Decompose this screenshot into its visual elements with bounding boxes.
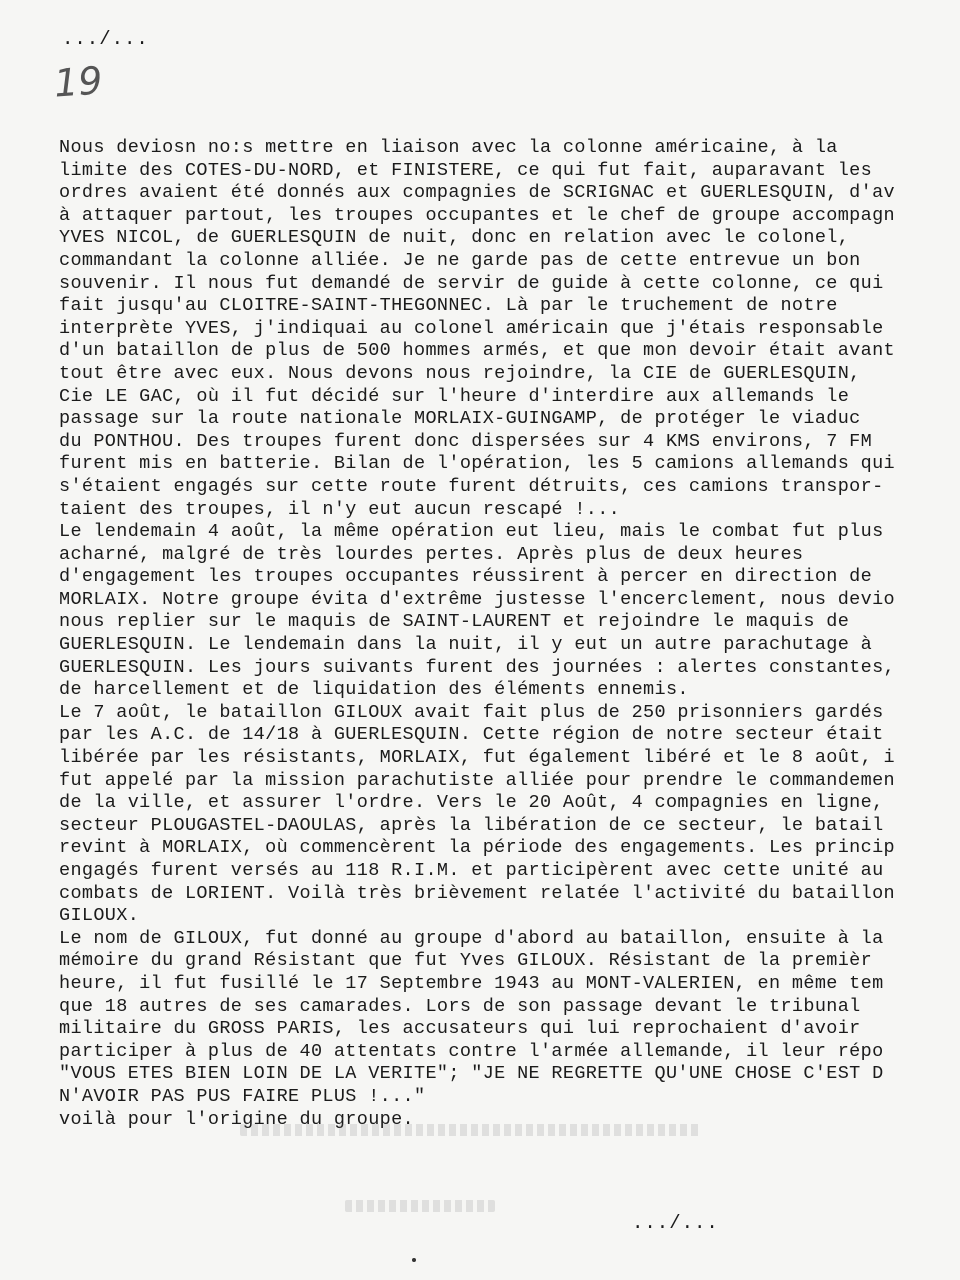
text-line: revint à MORLAIX, où commencèrent la période des engagements. Les princip: [59, 837, 895, 859]
text-line: passage sur la route nationale MORLAIX-GUINGAMP, de protéger le viaduc: [59, 408, 861, 430]
text-line: Nous deviosn no:s mettre en liaison avec la colonne américaine, à la: [59, 137, 838, 158]
text-line: engagés furent versés au 118 R.I.M. et participèrent avec cette unité au: [59, 860, 884, 881]
text-line: d'engagement les troupes occupantes réussirent à percer en direction de: [59, 566, 873, 588]
text-line: secteur PLOUGASTEL-DAOULAS, après la libération de ce secteur, le batail: [59, 814, 884, 836]
text-line: ordres avaient été donnés aux compagnies de SCRIGNAC et GUERLESQUIN, d'av: [59, 182, 895, 204]
faded-bleed-through-text: [240, 1124, 710, 1224]
text-line: par les A.C. de 14/18 à GUERLESQUIN. Cette région de notre secteur était: [59, 724, 884, 746]
continuation-mark-top: .../...: [62, 28, 149, 50]
text-line: combats de LORIENT. Voilà très brièvement relatée l'activité du bataillon: [59, 882, 895, 904]
text-line: GILOUX.: [59, 905, 140, 927]
faded-line: [240, 1124, 700, 1136]
text-line: fut appelé par la mission parachutiste alliée pour prendre le commandemen: [59, 769, 895, 791]
text-line: Le nom de GILOUX, fut donné au groupe d'abord au bataillon, ensuite à la: [59, 927, 884, 949]
text-line: MORLAIX. Notre groupe évita d'extrême justesse l'encerclement, nous devio: [59, 588, 895, 610]
text-line: heure, il fut fusillé le 17 Septembre 1943 au MONT-VALERIEN, en même tem: [59, 972, 884, 994]
text-line: voilà pour l'origine du groupe.: [59, 1108, 415, 1130]
text-line: de la ville, et assurer l'ordre. Vers le 20 Août, 4 compagnies en ligne,: [59, 792, 884, 814]
text-line: GUERLESQUIN. Le lendemain dans la nuit, il y eut un autre parachutage à: [59, 634, 873, 656]
typewritten-body: [59, 137, 959, 1131]
handwritten-page-number: 19: [52, 58, 104, 106]
text-line: militaire du GROSS PARIS, les accusateurs qui lui reprochaient d'avoir: [59, 1018, 861, 1040]
text-line: libérée par les résistants, MORLAIX, fut également libéré et le 8 août, i: [59, 747, 895, 769]
text-line: furent mis en batterie. Bilan de l'opération, les 5 camions allemands qui: [59, 453, 895, 475]
faded-line: [345, 1200, 495, 1212]
text-line: Cie LE GAC, où il fut décidé sur l'heure d'interdire aux allemands le: [59, 385, 850, 407]
text-line: commandant la colonne alliée. Je ne garde pas de cette entrevue un bon: [59, 249, 861, 271]
text-line: s'étaient engagés sur cette route furent détruits, ces camions transpor-: [59, 475, 884, 497]
text-line: participer à plus de 40 attentats contre l'armée allemande, il leur répo: [59, 1040, 884, 1062]
text-line: du PONTHOU. Des troupes furent donc dispersées sur 4 KMS environs, 7 FM: [59, 430, 873, 452]
text-line: fait jusqu'au CLOITRE-SAINT-THEGONNEC. Là par le truchement de notre: [59, 295, 838, 317]
text-line: YVES NICOL, de GUERLESQUIN de nuit, donc en relation avec le colonel,: [59, 227, 850, 249]
text-line: d'un bataillon de plus de 500 hommes armés, et que mon devoir était avant: [59, 340, 895, 362]
text-line: Le lendemain 4 août, la même opération eut lieu, mais le combat fut plus: [59, 521, 884, 543]
text-line: "VOUS ETES BIEN LOIN DE LA VERITE"; "JE NE REGRETTE QU'UNE CHOSE C'EST D: [59, 1063, 884, 1085]
text-line: tout être avec eux. Nous devons nous rejoindre, la CIE de GUERLESQUIN,: [59, 362, 861, 384]
text-line: souvenir. Il nous fut demandé de servir de guide à cette colonne, ce qui: [59, 272, 884, 294]
text-line: que 18 autres de ses camarades. Lors de son passage devant le tribunal: [59, 995, 861, 1017]
text-line: nous replier sur le maquis de SAINT-LAURENT et rejoindre le maquis de: [59, 611, 850, 633]
text-line: mémoire du grand Résistant que fut Yves GILOUX. Résistant de la premièr: [59, 950, 873, 972]
text-line: acharné, malgré de très lourdes pertes. Après plus de deux heures: [59, 543, 804, 565]
text-line: limite des COTES-DU-NORD, et FINISTERE, ce qui fut fait, auparavant les: [59, 159, 873, 181]
text-line: de harcellement et de liquidation des éléments ennemis.: [59, 679, 689, 701]
text-line: à attaquer partout, les troupes occupantes et le chef de groupe accompagn: [59, 204, 895, 226]
text-line: GUERLESQUIN. Les jours suivants furent des journées : alertes constantes,: [59, 656, 895, 678]
ink-speck: [412, 1258, 416, 1262]
text-line: interprète YVES, j'indiquai au colonel américain que j'étais responsable: [59, 317, 884, 339]
text-line: Le 7 août, le bataillon GILOUX avait fait plus de 250 prisonniers gardés: [59, 701, 884, 723]
text-line: taient des troupes, il n'y eut aucun rescapé !...: [59, 498, 621, 520]
continuation-mark-bottom: .../...: [632, 1212, 719, 1234]
text-line: N'AVOIR PAS PUS FAIRE PLUS !...": [59, 1085, 426, 1107]
